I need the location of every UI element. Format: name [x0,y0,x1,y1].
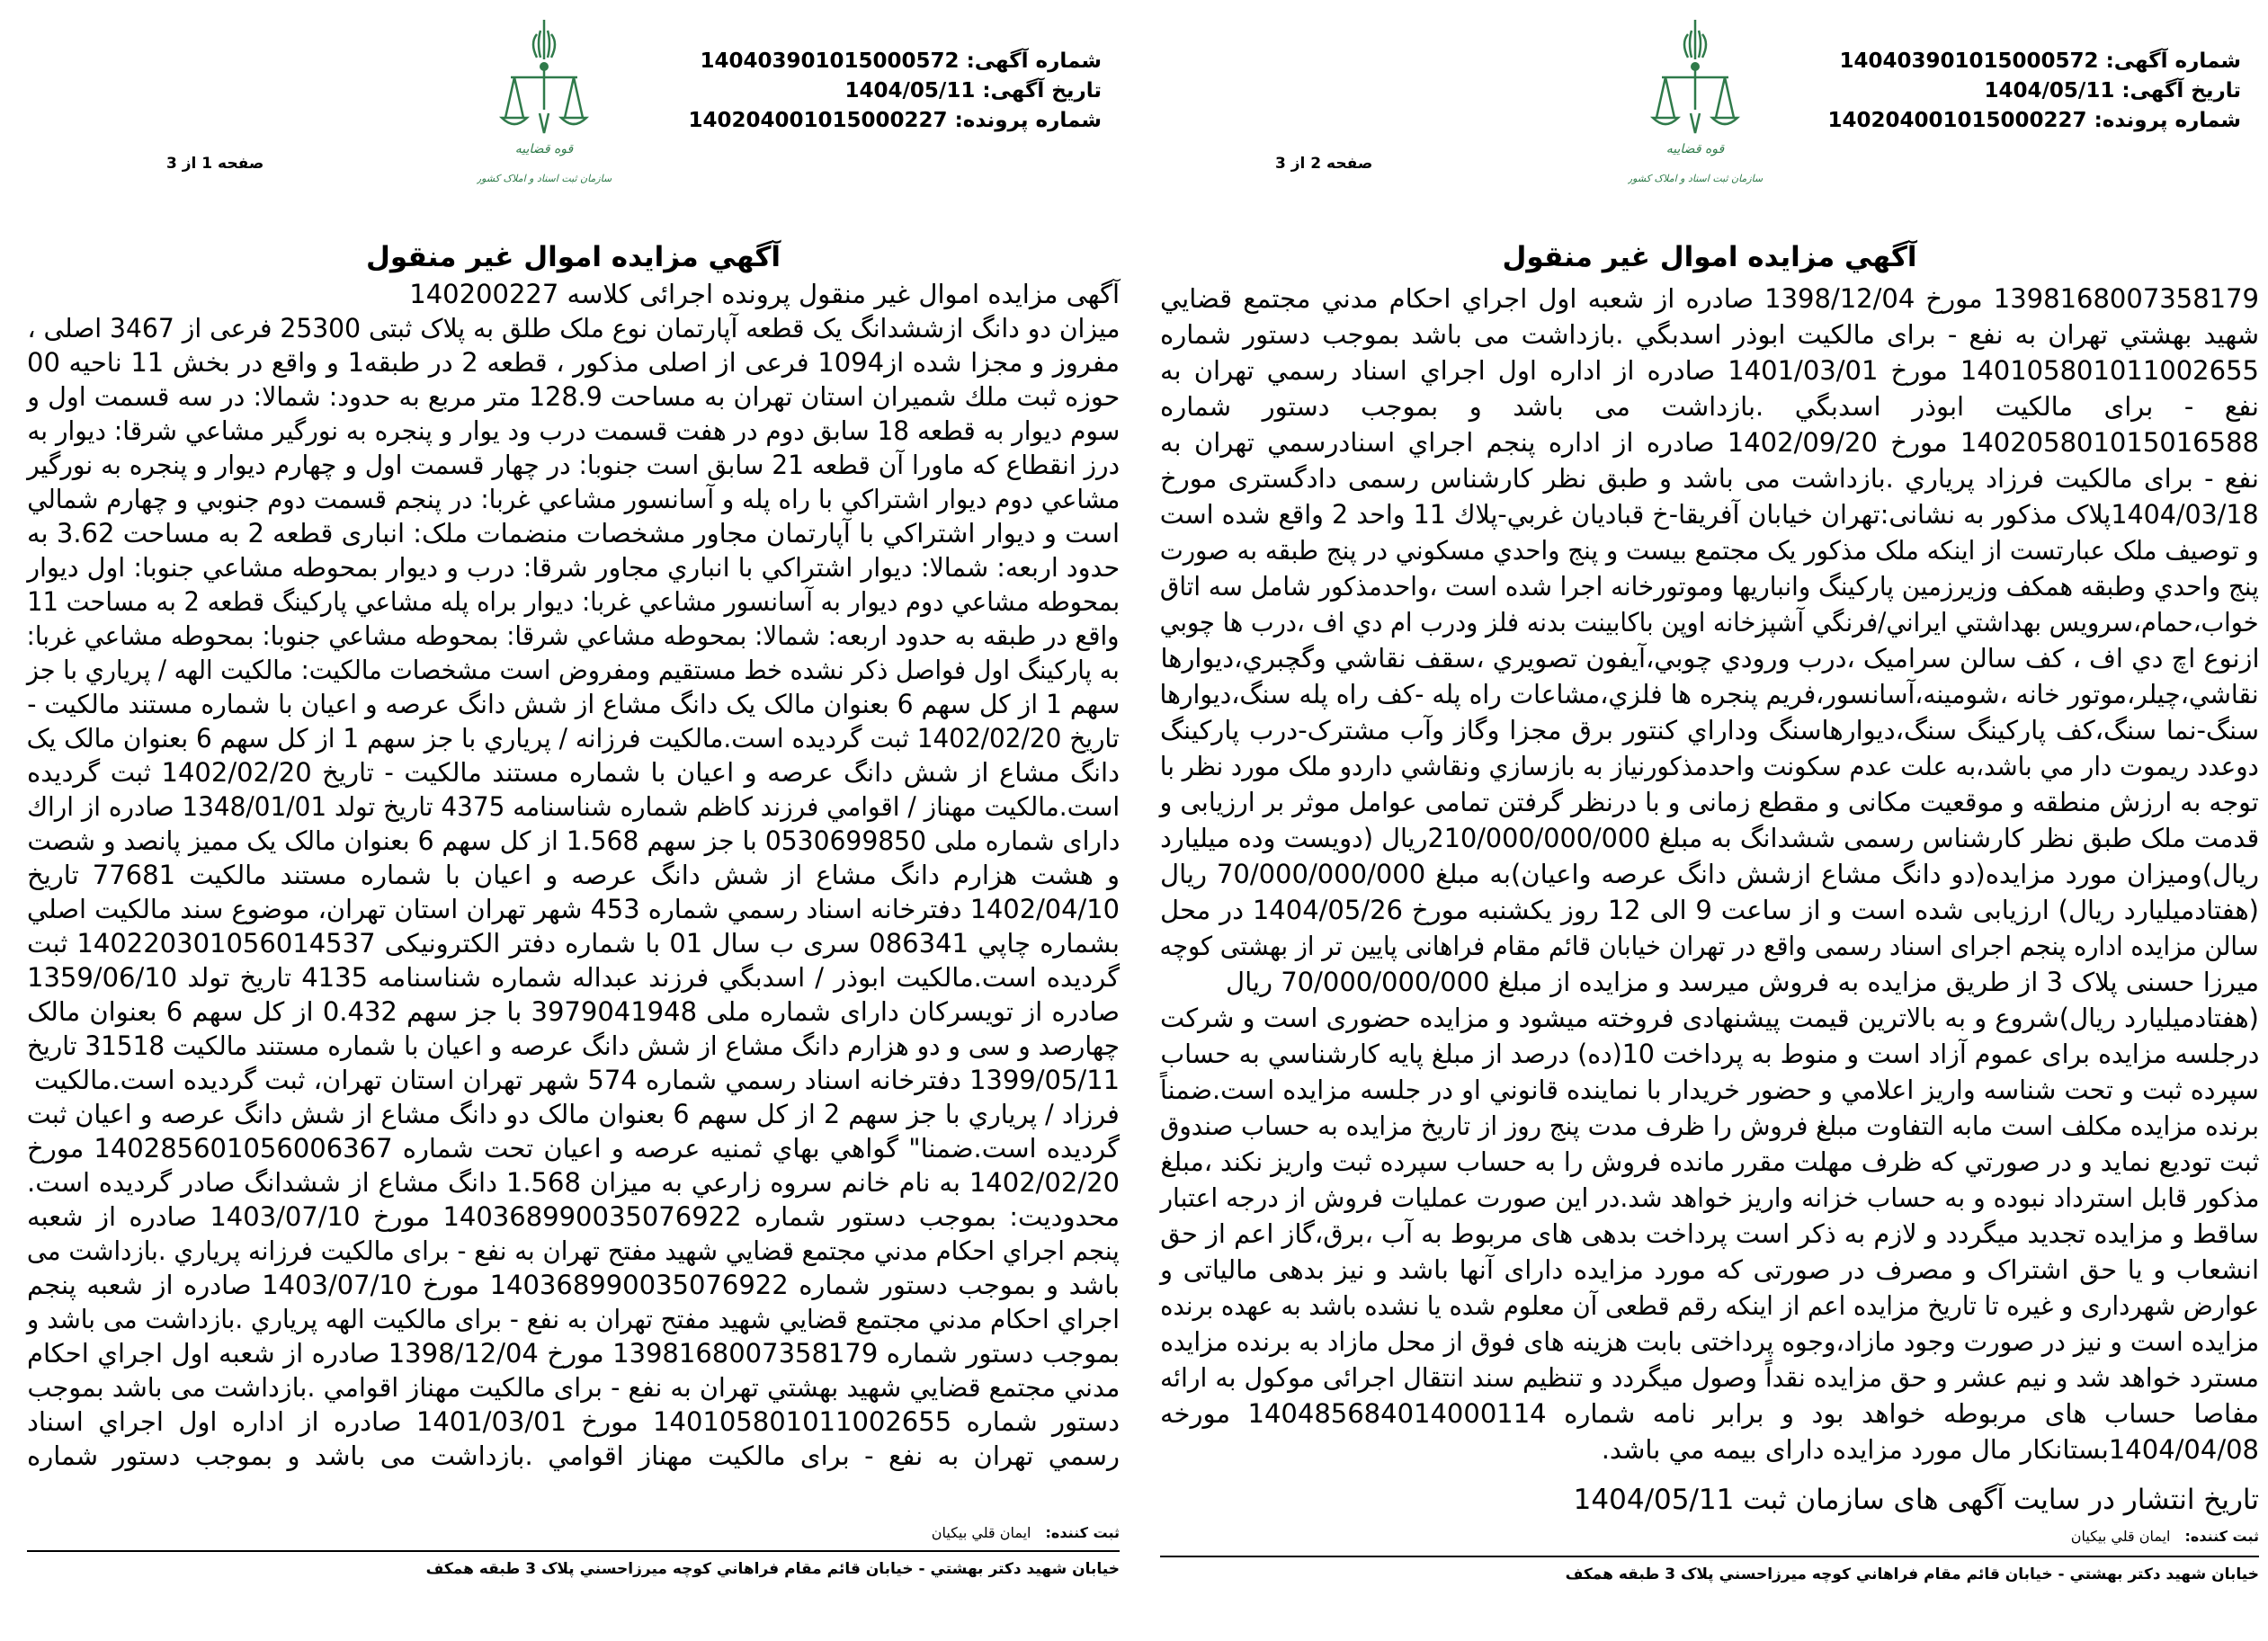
text-line-content: ازنوع اچ دي اف ، كف سالن سراميک ،درب ورودي چوبي،آيفون تصويري ،سقف نقاشي وگچبري،ديوارها [1160,643,2259,673]
notice-body [27,277,1120,1473]
text-line-content: مشاعي دوم ديوار اشتراكي با راه پله و آسانسور مشاعي غربا: در پنجم قسمت دوم جنوبي و چهارم شمالي [27,484,1120,514]
text-line-content: سوم ديوار به قطعه 18 سابق دوم در هفت قسمت درب ود يوار و پنجره به نورگير مشاعي شرقا: ديوار به [27,415,1120,446]
text-line-content: تاريخ 1402/02/20 ثبت گرديده است.مالكيت فرزانه / پرياري با جز سهم 1 از كل سهم 6 بعنوان مالک يک [27,723,1120,754]
notice-header [688,47,1102,136]
text-line [1160,281,2259,317]
text-line [1160,532,2259,568]
text-line [1160,388,2259,424]
text-line-content: صادره از تويسركان داراى شماره ملى 3979041948 با جز سهم 0.432 از كل سهم 6 بعنوان مالک [27,996,1120,1027]
text-line [27,1268,1120,1302]
text-line-content: ثبت توديع نمايد و در صورتي كه ظرف مهلت مقرر مانده فروش را به حساب سپرده ثبت واريز نكند ،مبلغ [1160,1146,2259,1177]
office-address: خيابان شهيد دكتر بهشتي - خيابان قائم مقام فراهاني كوچه ميرزاحسني پلاک 3 طبقه همكف [425,1560,1120,1578]
text-line [1160,1288,2259,1324]
text-line-content: ميزان دو دانگ ازششدانگ يک قطعه آپارتمان نوع ملک طلق به پلاک ثبتى 25300 فرعى از 3467 اصلى ، [27,313,1120,343]
text-line-content: مدني مجتمع قضايي شهيد بهشتي تهران به نفع - براى مالكيت مهناز اقوامي .بازداشت مى باشد بموجب [27,1372,1120,1403]
notice-date-label: تاریخ آگهی: [982,79,1102,103]
text-line-content: (هفتادميليارد ريال) ارزيابى شده است و از ساعت 9 الى 12 روز يكشنبه مورخ 1404/05/26 در محل [1160,895,2259,925]
text-line-content: 1402/02/20 به نام خانم سروه زارعي به ميزان 1.568 دانگ مشاع از ششدانگ صادر گرديده است. [27,1167,1120,1198]
text-line [1160,712,2259,748]
text-line [27,892,1120,926]
text-line [1160,856,2259,892]
case-number: 140204001015000227 [1827,109,2087,132]
svg-text:سازمان ثبت اسناد و املاک کشور: سازمان ثبت اسناد و املاک کشور [477,173,612,184]
notice-number: 140403901015000572 [1839,49,2099,73]
publication-date: تاريخ انتشار در سايت آگهى هاى سازمان ثبت 1404/05/11 [1573,1484,2259,1516]
text-line [27,824,1120,858]
text-line-content: و هشت هزارم دانگ مشاع از شش دانگ عرصه و اعيان با شماره مستند مالكيت 77681 تاريخ [27,860,1120,890]
notice-page-1 [27,0,1120,1641]
text-line [27,379,1120,414]
text-line-content: قدمت ملک طبق نظر كارشناس رسمى ششدانگ به مبلغ 210/000/000/000ريال (دويست وده ميليارد [1160,823,2259,853]
text-line [27,516,1120,550]
registrar [2071,1527,2259,1547]
footer-divider [1160,1556,2259,1557]
notice-page-2 [1160,0,2259,1641]
text-line [1160,784,2259,820]
text-line [27,1200,1120,1234]
text-line [1160,676,2259,712]
notice-date-row [688,76,1102,106]
text-line [27,994,1120,1029]
page-number: صفحه 2 از 3 [1275,155,1373,173]
text-line-content: بموجب دستور شماره 1398168007358179 مورخ 1398/12/04 صادره از شعبه اول اجراي احكام [27,1338,1120,1369]
judiciary-emblem-logo [1628,7,1763,201]
text-line [27,1097,1120,1131]
text-line-content: عوارض شهردارى و غيره تا تاريخ مزايده اعم از اينكه رقم قطعى آن معلوم شده يا نشده باشد به عهده برنده [1160,1290,2259,1321]
text-line [1160,1072,2259,1108]
text-line-content: 140205801015016588 مورخ 1402/09/20 صادره از اداره پنجم اجراي اسنادرسمي تهران به [1160,427,2259,458]
text-line [1160,820,2259,856]
text-line [27,277,1120,311]
text-line [27,1439,1120,1473]
text-line-content: است و ديوار اشتراكي با آپارتمان مجاور مشخصات منضمات ملک: انبارى قطعه 2 به مساحت 3.62 به [27,518,1120,548]
text-line-content: گرديده است.مالكيت ابوذر / اسدبگي فرزند عبداله شماره شناسنامه 4135 تاريخ تولد 1359/06/10 [27,962,1120,993]
text-line [1160,604,2259,640]
text-line [27,1370,1120,1405]
text-line [1160,928,2259,964]
text-line-content: داراى شماره ملى 0530699850 با جز سهم 1.568 از كل سهم 6 بعنوان مالک يک مميز پانصد و شصت [27,825,1120,856]
notice-date-label: تاریخ آگهی: [2121,79,2241,103]
text-line-content: حدود اربعه: شمالا: ديوار اشتراكي با انباري مجاور شرقا: درب و ديوار بمحوطه مشاعي جنوبا: اول ديوار [27,552,1120,583]
text-line [27,789,1120,824]
text-line [27,653,1120,687]
text-line [27,1302,1120,1336]
text-line-content: دستور شماره 140105801011002655 مورخ 1401/03/01 صادره از اداره اول اجراي اسناد [27,1406,1120,1437]
emblem [477,7,612,201]
text-line [1160,1216,2259,1252]
text-line-content: است.مالكيت مهناز / اقوامي فرزند كاظم شماره شناسنامه 4375 تاريخ تولد 1348/01/01 صادره از اراك [27,791,1120,822]
text-line-content: ساقط و مزايده تجديد ميگردد و لازم به ذكر است پرداخت بدهى هاى مربوط به آب ،برق،گاز اعم از حق [1160,1218,2259,1249]
text-line [27,345,1120,379]
text-line-content: ميرزا حسنى پلاک 3 از طريق مزايده به فروش ميرسد و مزايده از مبلغ 70/000/000/000 ريال [1225,967,2259,997]
text-line [1160,640,2259,676]
text-line-content: باشد و بموجب دستور شماره 140368990035076922 مورخ 1403/07/10 صادره از شعبه پنجم [27,1270,1120,1300]
text-line-content: نفع - براى مالكيت ابوذر اسدبگي .بازداشت مى باشد و بموجب دستور شماره [1160,391,2259,422]
text-line-content: 1402/04/10 دفترخانه اسناد رسمي شماره 453 شهر تهران استان تهران، موضوع سند مالكيت اصلي [27,894,1120,924]
text-line-content: واقع در طبقه به حدود اربعه: شمالا: بمحوطه مشاعي شرقا: بمحوطه مشاعي جنوبا: بمحوطه مشاعي غربا: [27,620,1120,651]
text-line-content: خواب،حمام،سرويس بهداشتي ايراني/فرنگي آشپزخانه اوپن باكابينت بدنه فلز ودرب ام دي اف ،درب ها چوبي [1160,607,2259,638]
text-line [27,414,1120,448]
text-line [27,755,1120,789]
text-line [27,1029,1120,1063]
text-line [27,311,1120,345]
text-line-content: گرديده است.ضمنا" گواهي بهاي ثمنيه عرصه و اعيان تحت شماره 140285601056006367 مورخ [27,1133,1120,1164]
registrar-label: ثبت كننده: [1045,1524,1120,1541]
text-line [1160,460,2259,496]
text-line-content: به پاركينگ اول فواصل ذكر نشده خط مستقيم ومفروض است مشخصات مالكيت: مالكيت الهه / پرياري با جز [27,655,1120,685]
text-line [27,584,1120,619]
text-line-content: سالن مزايده اداره پنجم اجراى اسناد رسمى واقع در تهران خيابان قائم مقام فراهانى پايين تر از بهشتى كوچه [1160,931,2259,961]
svg-text:قوه قضاییه: قوه قضاییه [1665,142,1725,156]
svg-text:سازمان ثبت اسناد و املاک کشور: سازمان ثبت اسناد و املاک کشور [1628,173,1763,184]
text-line [1160,352,2259,388]
case-number-label: شماره پرونده: [954,109,1102,132]
text-line [1160,1396,2259,1431]
text-line [27,687,1120,721]
text-line-content: شهيد بهشتي تهران به نفع - براى مالكيت ابوذر اسدبگي .بازداشت مى باشد بموجب دستور شماره [1160,319,2259,350]
text-line [27,926,1120,960]
notice-title: آگهي مزايده اموال غير منقول [1502,241,1917,273]
text-line-content: نفع - براى مالكيت فرزاد پرياري .بازداشت مى باشد و طبق نظر كارشناس رسمى دادگسترى مورخ [1160,463,2259,494]
text-line [1160,964,2259,1000]
text-line [27,960,1120,994]
text-line [1160,317,2259,352]
text-line-content: چهارصد و سى و دو هزارم دانگ مشاع از شش دانگ عرصه و اعيان با شماره مستند مالكيت 31518 تاريخ [27,1030,1121,1061]
text-line [27,550,1120,584]
text-line [27,1405,1120,1439]
text-line-content: 1399/05/11 دفترخانه اسناد رسمي شماره 574 شهر تهران استان تهران، ثبت گرديده است.مالكيت [33,1065,1120,1095]
text-line-content: 1404/04/08بستانكار مال مورد مزايده داراى بيمه مي باشد. [1601,1434,2259,1465]
text-line-content: درز انقطاع كه ماورا آن قطعه 21 سابق است جنوبا: در چهار قسمت اول و چهارم ديوار و پنجره به نورگير [27,450,1120,480]
case-number-label: شماره پرونده: [2094,109,2241,132]
text-line [1160,1144,2259,1180]
registrar-label: ثبت كننده: [2184,1528,2259,1545]
office-address: خيابان شهيد دكتر بهشتي - خيابان قائم مقام فراهاني كوچه ميرزاحسني پلاک 3 طبقه همكف [1565,1565,2259,1583]
judiciary-emblem-logo [477,7,612,201]
text-line [1160,1108,2259,1144]
text-line [1160,1036,2259,1072]
text-line [27,1234,1120,1268]
text-line [1160,1431,2259,1467]
text-line-content: مفروز و مجزا شده از1094 فرعى از اصلى مذكور ، قطعه 2 در طبقه1 و واقع در بخش 11 ناحيه 00 [27,347,1120,378]
page-number: صفحه 1 از 3 [166,155,264,173]
text-line-content: پنجم اجراي احكام مدني مجتمع قضايي شهيد مفتح تهران به نفع - براى مالكيت فرزانه پرياري .بازداشت مى [27,1235,1120,1266]
text-line [1160,892,2259,928]
emblem [1628,7,1763,201]
text-line [27,858,1120,892]
text-line [1160,1360,2259,1396]
text-line [1160,496,2259,532]
registrar [932,1523,1120,1543]
text-line-content: مفاصا حساب هاى مربوطه خواهد بود و برابر نامه شماره 140485684014000114 مورخه [1160,1398,2259,1429]
text-line-content: محدوديت: بموجب دستور شماره 140368990035076922 مورخ 1403/07/10 صادره از شعبه [27,1201,1120,1232]
text-line [27,721,1120,755]
text-line-content: درجلسه مزايده براى عموم آزاد است و منوط به پرداخت 10(ده) درصد از مبلغ پايه كارشناسي به حساب [1160,1039,2259,1069]
text-line-content: دوعدد ريموت دار مي باشد،به علت عدم سكونت واحدمذكورنياز به بازسازي ونقاشي داردو ملک مورد نظر با [1160,751,2259,781]
text-line-content: مذكور قابل استرداد نبوده و به حساب خزانه واريز خواهد شد.در اين صورت عمليات فروش از درجه اعتبار [1160,1182,2259,1213]
text-line-content: ريال)وميزان مورد مزايده(دو دانگ مشاع ازشش دانگ عرصه واعيان)به مبلغ 70/000/000/000 ريال [1160,859,2259,889]
notice-date: 1404/05/11 [1984,79,2115,103]
text-line [1160,1000,2259,1036]
text-line-content: سنگ-نما سنگ،كف پاركينگ سنگ،ديوارهاسنگ وداراي كنتور برق مجزا وگاز وآب مشترک-درب پاركينگ [1160,715,2259,745]
notice-number-row [1827,47,2241,76]
text-line-content: 140105801011002655 مورخ 1401/03/01 صادره از اداره اول اجراي اسناد رسمي تهران به [1160,355,2259,386]
text-line-content: 1404/03/18پلاک مذکور به نشانی:تهران خيابان آفريقا-خ قباديان غربي-پلاك 11 واحد 2 واقع شده است [1160,499,2259,530]
text-line-content: رسمي تهران به نفع - براى مالكيت مهناز اقوامي .بازداشت مى باشد و بموجب دستور شماره [27,1440,1120,1471]
notice-title: آگهي مزايده اموال غير منقول [366,241,781,273]
text-line-content: و توصيف ملک عبارتست از اينکه ملک مذکور يک مجتمع بيست و پنج واحدي مسكوني در پنج طبقه به صورت [1160,535,2259,566]
text-line [27,1063,1120,1097]
text-line-content: برنده مزايده مكلف است مابه التفاوت مبلغ فروش را ظرف مدت پنج روز از تاريخ مزايده به حساب صندوق [1160,1110,2259,1141]
text-line-content: دانگ مشاع از شش دانگ عرصه و اعيان با شماره مستند مالكيت - تاريخ 1402/02/20 ثبت گرديده [27,757,1120,788]
case-number-row [1827,106,2241,136]
notice-header [1827,47,2241,136]
text-line [1160,424,2259,460]
notice-number-label: شماره آگهی: [2105,49,2241,73]
text-line-content: مزايده است و نيز در صورت وجود مازاد،وجوه پرداختى بابت هزينه هاى فوق از محل مازاد به برنده مزايده [1160,1326,2259,1357]
text-line-content: بمحوطه مشاعي دوم ديوار به آسانسور مشاعي غربا: ديوار براه پله مشاعي پاركينگ قطعه 2 به مساحت 11 [27,586,1120,617]
registrar-name: ايمان قلي بيكيان [2070,1528,2171,1545]
svg-text:قوه قضاییه: قوه قضاییه [514,142,574,156]
text-line-content: نقاشي،چيلر،موتور خانه ،شومينه،آسانسور،فريم پنجره ها فلزي،مشاعات راه پله -كف راه پله سنگ،ديوارها [1160,679,2259,709]
notice-date-row [1827,76,2241,106]
text-line-content: انشعاب و يا حق اشتراک و مصرف در صورتى كه مورد مزايده داراى آنها باشد و نيز بدهى مالياتى و [1160,1254,2259,1285]
text-line-content: (هفتادميليارد ريال)شروع و به بالاترين قيمت پيشنهادى فروخته ميشود و مزايده حضورى است و شركت [1160,1003,2259,1033]
text-line-content: مسترد خواهد شد و نيم عشر و حق مزايده نقداً وصول ميگردد و تنظيم سند انتقال اجرائى موكول به ارائه [1160,1362,2259,1393]
text-line-content: سپرده ثبت و تحت شناسه واريز اعلامي و حضور خريدار با نماينده قانوني او در جلسه مزايده است.ضمناً [1160,1075,2259,1105]
text-line [27,1336,1120,1370]
case-number: 140204001015000227 [688,109,948,132]
registrar-name: ايمان قلي بيكيان [931,1524,1031,1541]
text-line [1160,748,2259,784]
text-line-content: فرزاد / پرياري با جز سهم 2 از كل سهم 6 بعنوان مالک دو دانگ مشاع از شش دانگ عرصه و اعيان ثبت [27,1099,1120,1129]
text-line [27,448,1120,482]
text-line-content: توجه به ارزش منطقه و موقعيت مكانى و مقطع زمانى و با درنظر گرفتن تمامى عوامل موثر بر ارزيابى و [1160,787,2259,817]
text-line [1160,568,2259,604]
notice-number-row [688,47,1102,76]
text-line-content: پنج واحدي وطبقه همكف وزيرزمين پاركينگ وانباريها وموتورخانه اجرا شده است ،واحدمذكور شامل سه اتاق [1160,571,2259,602]
text-line [1160,1324,2259,1360]
text-line [27,619,1120,653]
text-line [27,482,1120,516]
text-line [27,1165,1120,1200]
notice-number-label: شماره آگهی: [966,49,1102,73]
text-line-content: آگهى مزايده اموال غير منقول پرونده اجرائى كلاسه 140200227 [409,279,1120,309]
text-line [1160,1252,2259,1288]
text-line-content: بشماره چاپي 086341 سرى ب سال 01 با شماره دفتر الكترونيكى 140220301056014537 ثبت [27,928,1120,959]
text-line-content: اجراي احكام مدني مجتمع قضايي شهيد مفتح تهران به نفع - براى مالكيت الهه پرياري .بازداشت مى باشد و [27,1304,1120,1334]
text-line-content: سهم 1 از كل سهم 6 بعنوان مالک يک دانگ مشاع از شش دانگ عرصه و اعيان با شماره مستند مالكيت - [27,689,1120,719]
text-line-content: 1398168007358179 مورخ 1398/12/04 صادره از شعبه اول اجراي احكام مدني مجتمع قضايي [1160,283,2259,314]
notice-number: 140403901015000572 [700,49,960,73]
notice-body [1160,281,2259,1467]
notice-date: 1404/05/11 [844,79,976,103]
text-line [27,1131,1120,1165]
footer-divider [27,1550,1120,1552]
text-line [1160,1180,2259,1216]
case-number-row [688,106,1102,136]
text-line-content: حوزه ثبت ملك شميران استان تهران به مساحت 128.9 متر مربع به حدود: شمالا: در سه قسمت اول و [27,381,1120,412]
